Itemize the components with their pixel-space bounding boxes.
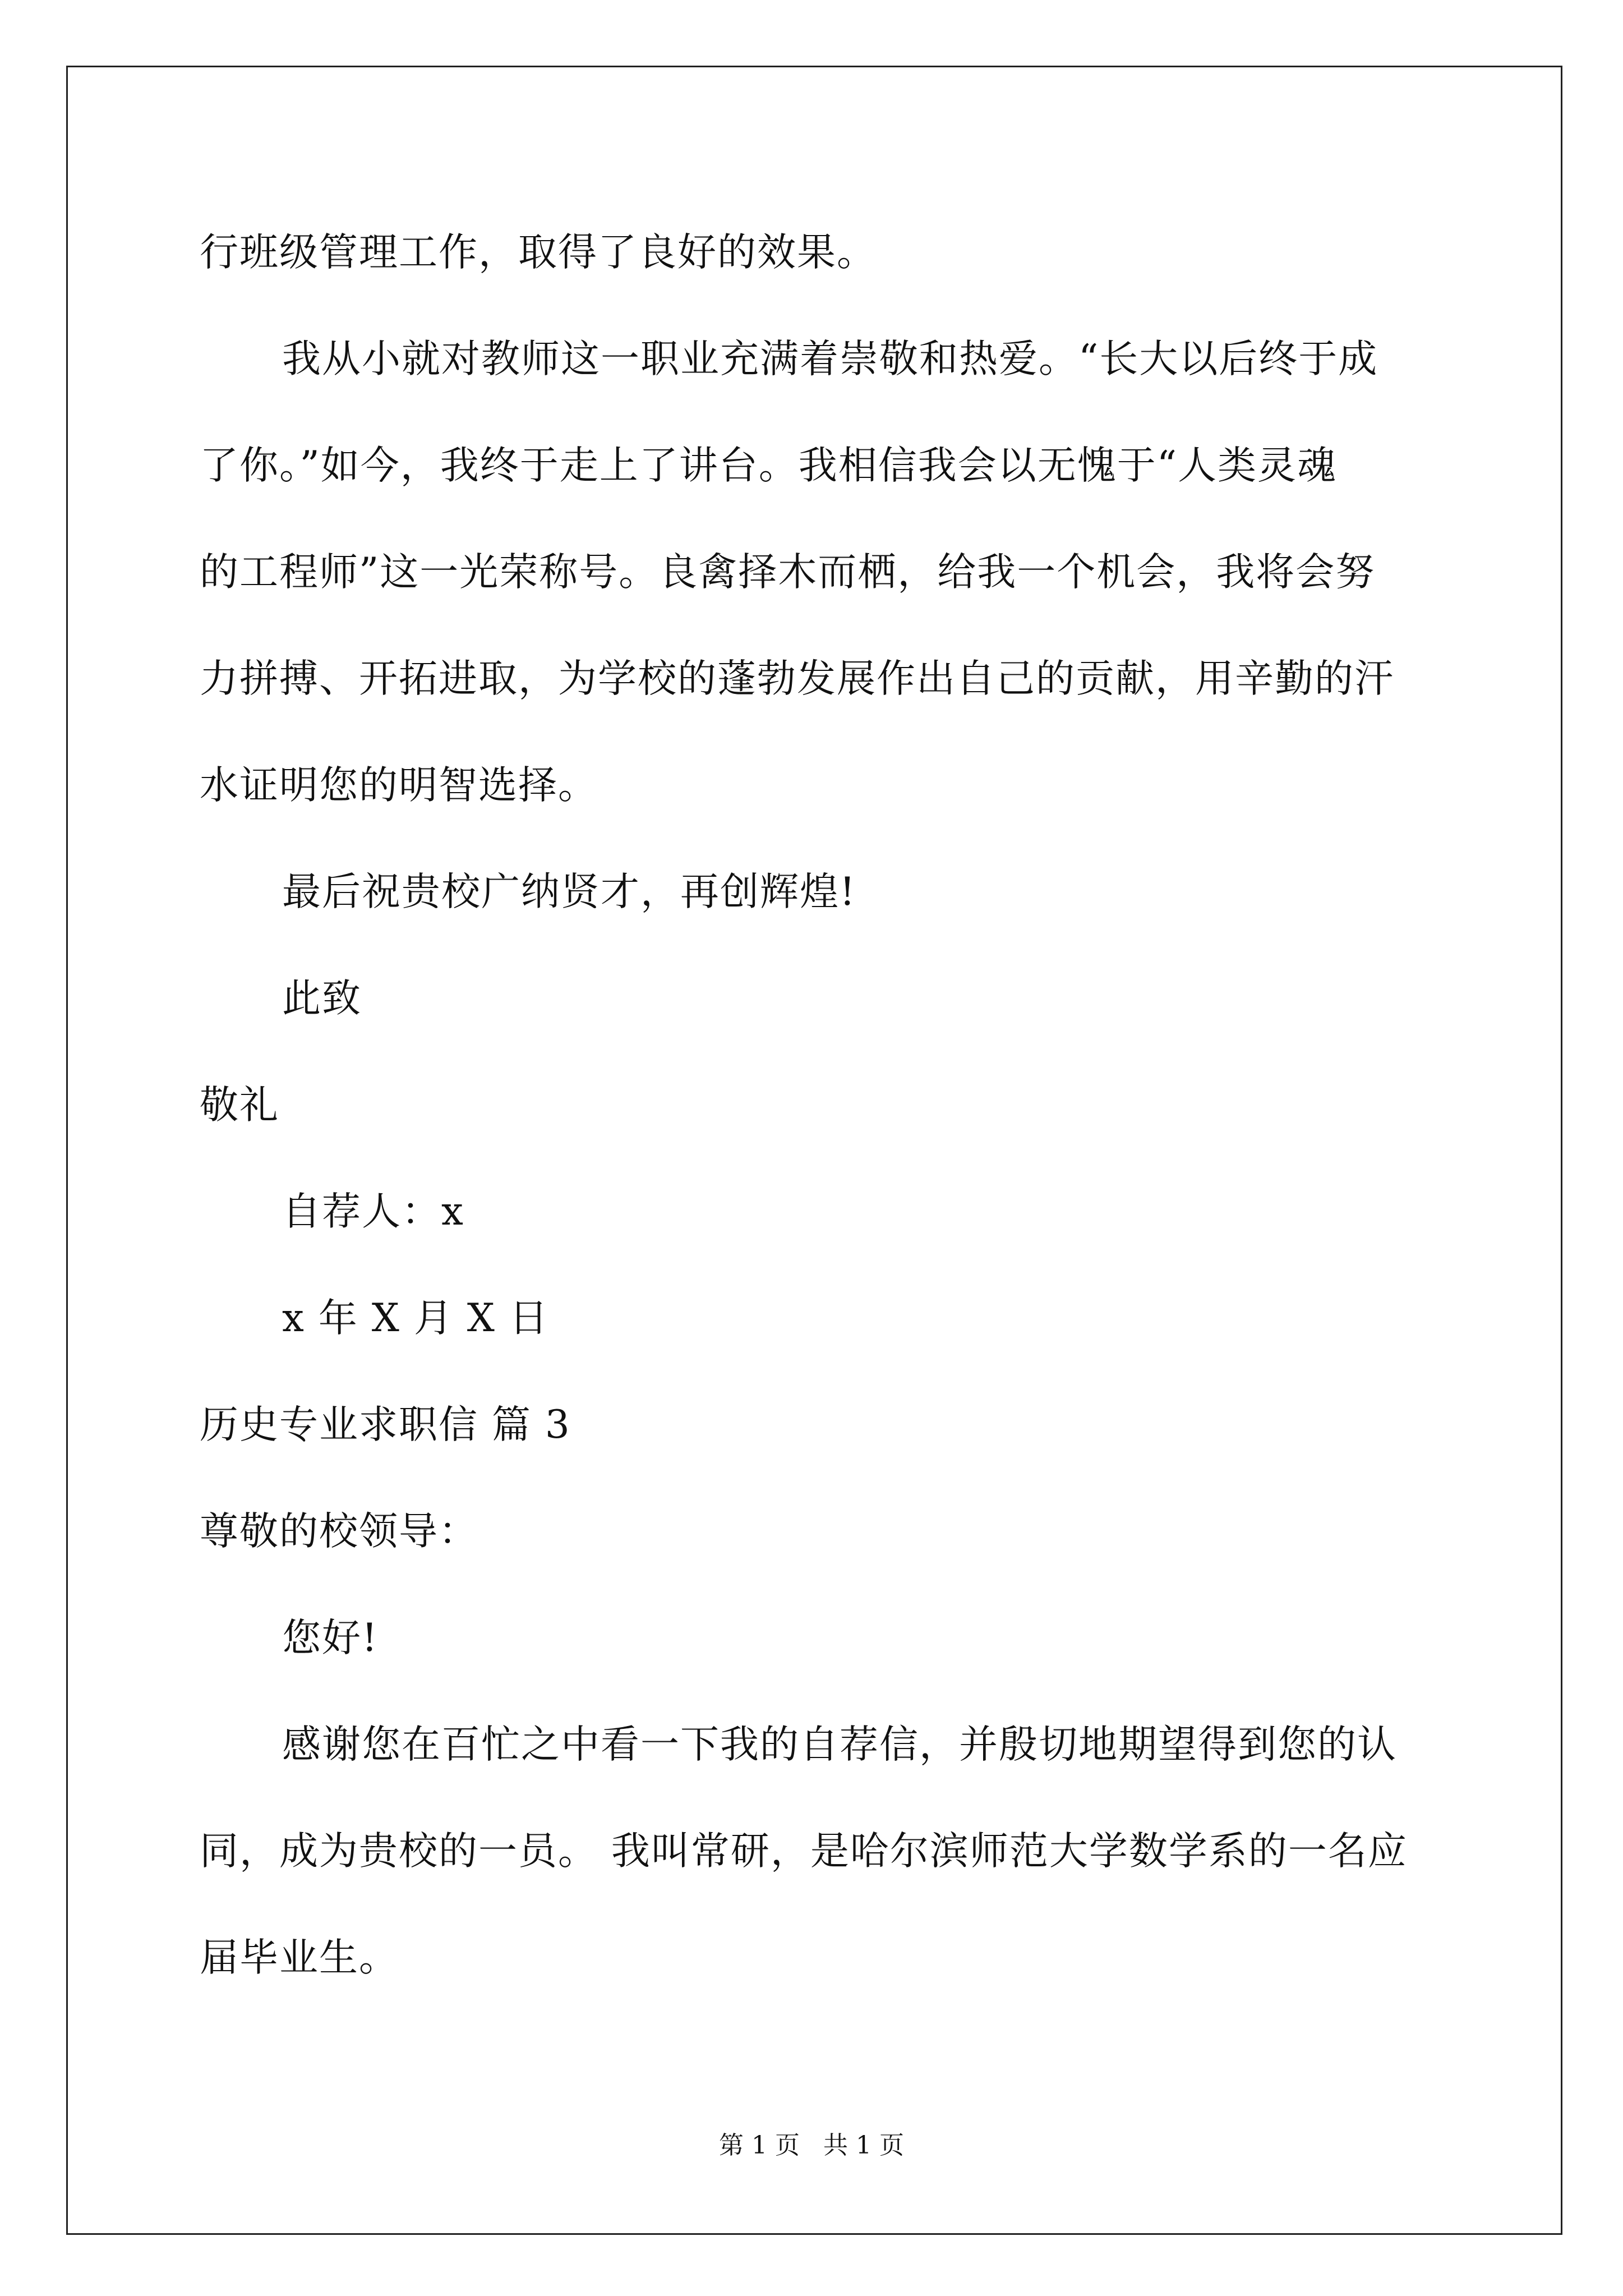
- closing-regards: 敬礼: [200, 1083, 279, 1128]
- body-line-2: 我从小就对教师这一职业充满着崇敬和热爱。“长大以后终于成: [282, 337, 1378, 381]
- page-footer: 第 1 页 共 1 页: [719, 2131, 904, 2160]
- body-line-6: 水证明您的明智选择。: [200, 763, 598, 808]
- body-line-5: 力拼搏、开拓进取，为学校的蓬勃发展作出自己的贡献，用辛勤的汗: [200, 656, 1394, 701]
- greeting-line: 尊敬的校领导：: [200, 1509, 478, 1554]
- signature-name: 自荐人：x: [282, 1189, 464, 1234]
- closing-salutation: 此致: [282, 976, 362, 1021]
- signature-date: x 年 X 月 X 日: [282, 1296, 549, 1341]
- page-border: [66, 66, 1562, 2235]
- greeting-hello: 您好!: [282, 1616, 379, 1660]
- body-line-1: 行班级管理工作，取得了良好的效果。: [200, 230, 877, 275]
- body-line-3: 了你。”如今，我终于走上了讲台。我相信我会以无愧于“人类灵魂: [200, 443, 1338, 488]
- body-line-7: 最后祝贵校广纳贤才，再创辉煌!: [282, 869, 856, 914]
- body-line-10: 届毕业生。: [200, 1935, 399, 1980]
- body-line-4: 的工程师”这一光荣称号。良禽择木而栖，给我一个机会，我将会努: [200, 550, 1376, 595]
- body-line-9: 同，成为贵校的一员。 我叫常研，是哈尔滨师范大学数学系的一名应: [200, 1829, 1408, 1874]
- section-heading: 历史专业求职信 篇 3: [200, 1402, 571, 1447]
- body-line-8: 感谢您在百忙之中看一下我的自荐信，并殷切地期望得到您的认: [282, 1722, 1397, 1767]
